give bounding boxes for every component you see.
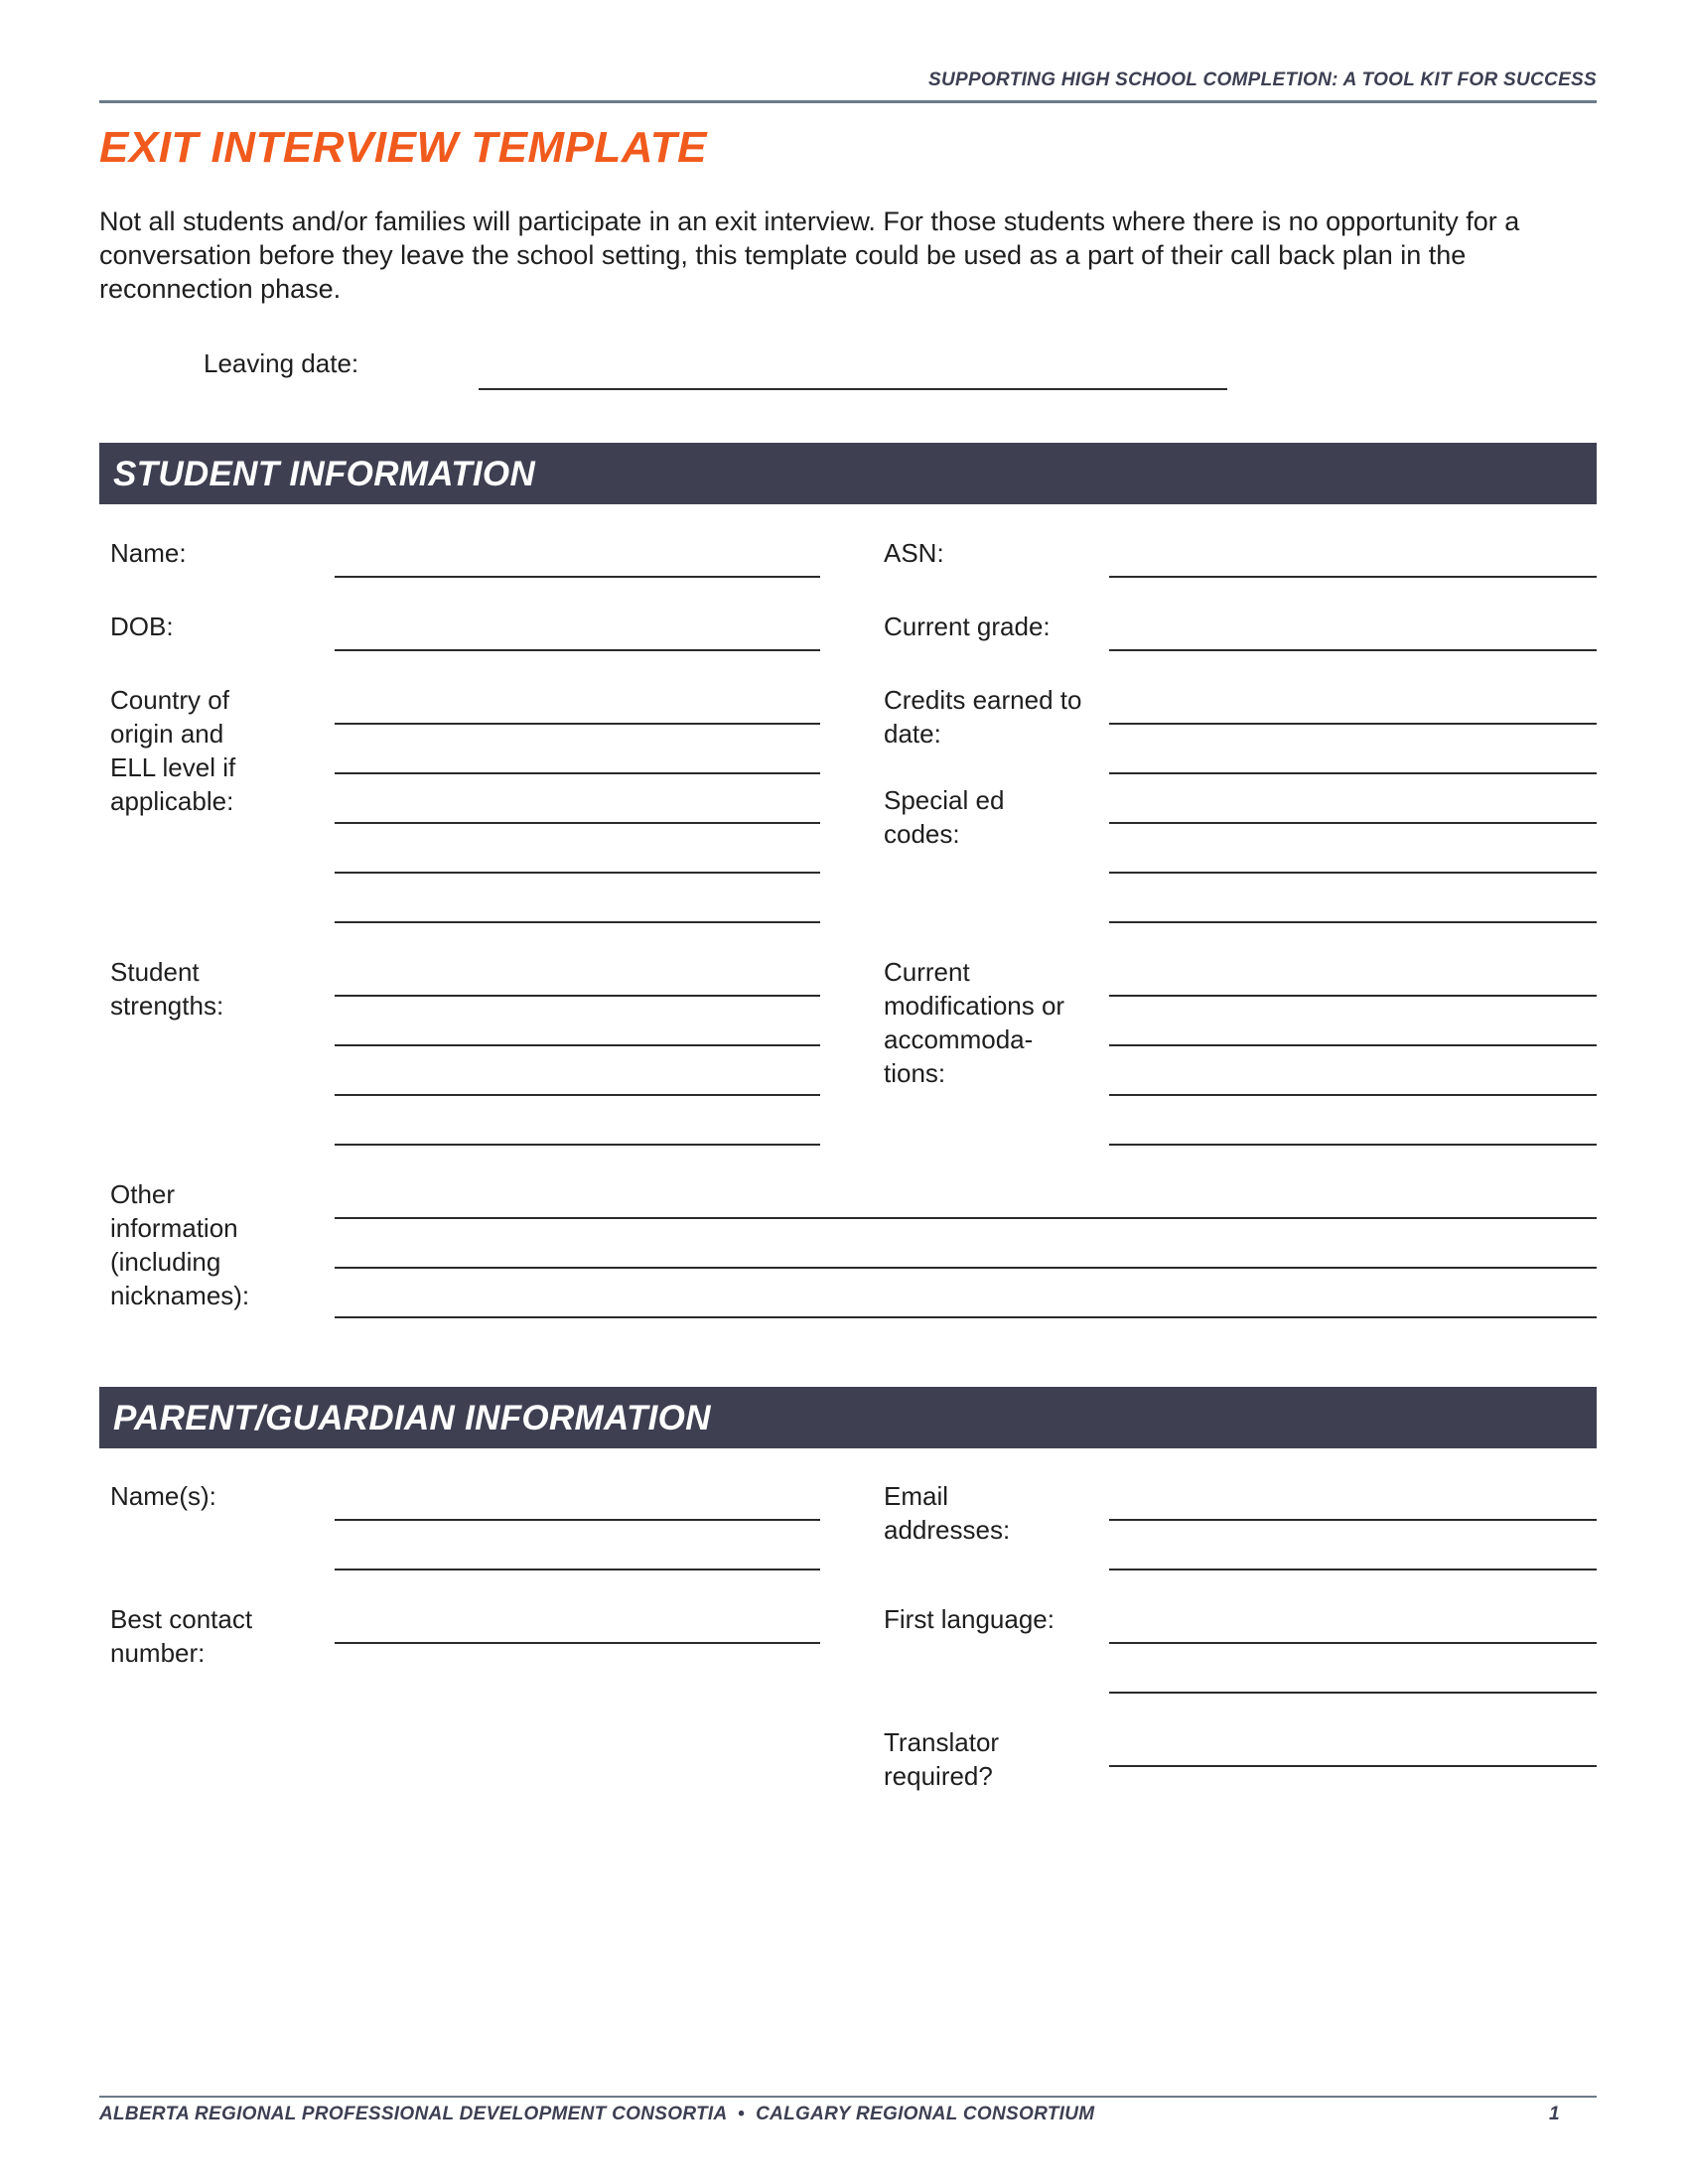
first-language-field[interactable] bbox=[1109, 1692, 1597, 1694]
header-rule bbox=[99, 100, 1597, 103]
student-strengths-field[interactable] bbox=[335, 1044, 820, 1046]
country-of-origin-field[interactable] bbox=[335, 822, 820, 824]
current-grade-field[interactable] bbox=[1109, 649, 1597, 651]
first-language-field[interactable] bbox=[1109, 1642, 1597, 1644]
other-information-field[interactable] bbox=[335, 1217, 1597, 1219]
leaving-date-field[interactable] bbox=[479, 388, 1227, 390]
asn-field[interactable] bbox=[1109, 576, 1597, 578]
country-of-origin-field[interactable] bbox=[335, 772, 820, 774]
special-ed-codes-field[interactable] bbox=[1109, 872, 1597, 874]
footer-rule bbox=[99, 2096, 1597, 2098]
special-ed-codes-label: Special ed codes: bbox=[884, 785, 1005, 849]
intro-paragraph: Not all students and/or families will participate in an exit interview. For those students where there is no opportunity for a conversation before they leave the school setting, this template could be used as a part of their call back plan in the reconnection phase. bbox=[99, 206, 1520, 304]
credits-earned-label: Credits earned to date: bbox=[884, 685, 1082, 749]
current-modifications-field[interactable] bbox=[1109, 1144, 1597, 1146]
dob-field[interactable] bbox=[335, 649, 820, 651]
current-modifications-field[interactable] bbox=[1109, 995, 1597, 997]
other-information-field[interactable] bbox=[335, 1267, 1597, 1269]
email-addresses-field[interactable] bbox=[1109, 1519, 1597, 1521]
section-title: STUDENT INFORMATION bbox=[113, 455, 536, 493]
footer-text: ALBERTA REGIONAL PROFESSIONAL DEVELOPMENT CONSORTIA • CALGARY REGIONAL CONSORTIUM bbox=[99, 2104, 1095, 2124]
current-modifications-label: Current modifications or accommoda-tions: bbox=[884, 957, 1065, 1088]
section-title: PARENT/GUARDIAN INFORMATION bbox=[113, 1399, 711, 1437]
asn-label: ASN: bbox=[884, 538, 944, 568]
best-contact-number-field[interactable] bbox=[335, 1642, 820, 1644]
email-addresses-field[interactable] bbox=[1109, 1569, 1597, 1570]
running-header: SUPPORTING HIGH SCHOOL COMPLETION: A TOOL KIT FOR SUCCESS bbox=[928, 69, 1597, 90]
best-contact-number-label: Best contact number: bbox=[110, 1604, 253, 1668]
leaving-date-label: Leaving date: bbox=[204, 348, 359, 378]
name-label: Name: bbox=[110, 538, 187, 568]
parent-guardian-information-header bbox=[99, 1387, 1597, 1448]
dob-label: DOB: bbox=[110, 612, 174, 641]
special-ed-codes-field[interactable] bbox=[1109, 822, 1597, 824]
country-of-origin-label: Country of origin and ELL level if applicable: bbox=[110, 685, 236, 816]
current-modifications-field[interactable] bbox=[1109, 1044, 1597, 1046]
first-language-label: First language: bbox=[884, 1604, 1055, 1634]
student-strengths-field[interactable] bbox=[335, 1094, 820, 1096]
credits-earned-field[interactable] bbox=[1109, 772, 1597, 774]
page-title: EXIT INTERVIEW TEMPLATE bbox=[99, 123, 708, 172]
name-field[interactable] bbox=[335, 576, 820, 578]
parent-names-field[interactable] bbox=[335, 1569, 820, 1570]
parent-names-field[interactable] bbox=[335, 1519, 820, 1521]
email-addresses-label: Email addresses: bbox=[884, 1481, 1011, 1545]
credits-earned-field[interactable] bbox=[1109, 723, 1597, 725]
country-of-origin-field[interactable] bbox=[335, 872, 820, 874]
student-information-header bbox=[99, 443, 1597, 504]
translator-required-field[interactable] bbox=[1109, 1765, 1597, 1767]
other-information-label: Other information (including nicknames): bbox=[110, 1179, 250, 1310]
student-strengths-field[interactable] bbox=[335, 995, 820, 997]
country-of-origin-field[interactable] bbox=[335, 921, 820, 923]
page-number: 1 bbox=[1549, 2104, 1560, 2124]
current-grade-label: Current grade: bbox=[884, 612, 1051, 641]
parent-names-label: Name(s): bbox=[110, 1481, 216, 1511]
special-ed-codes-field[interactable] bbox=[1109, 921, 1597, 923]
student-strengths-label: Student strengths: bbox=[110, 957, 224, 1021]
current-modifications-field[interactable] bbox=[1109, 1094, 1597, 1096]
translator-required-label: Translator required? bbox=[884, 1727, 1000, 1791]
student-strengths-field[interactable] bbox=[335, 1144, 820, 1146]
country-of-origin-field[interactable] bbox=[335, 723, 820, 725]
other-information-field[interactable] bbox=[335, 1316, 1597, 1318]
